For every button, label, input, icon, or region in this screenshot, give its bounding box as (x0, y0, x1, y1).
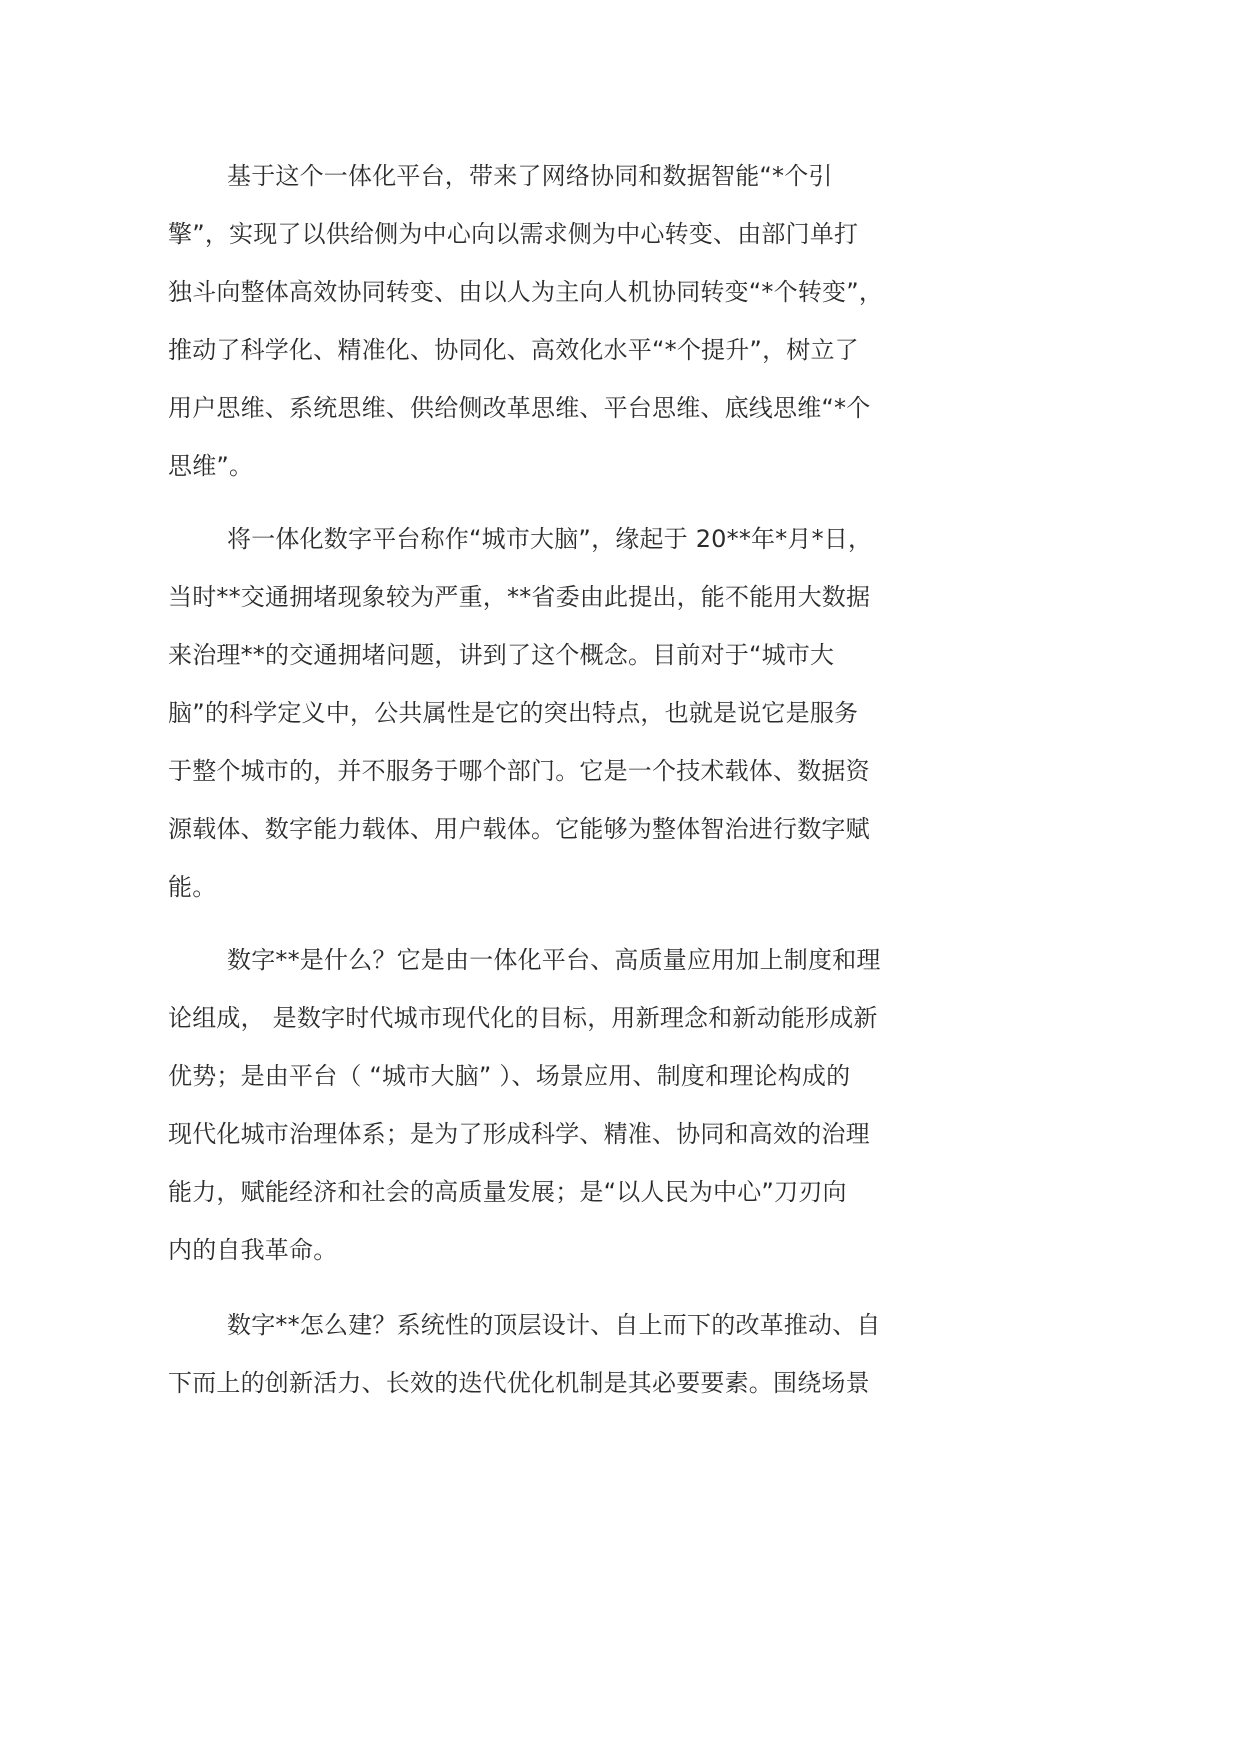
paragraph-4-line-1: 数字**怎么建？系统性的顶层设计、自上而下的改革推动、自 (227, 1311, 881, 1339)
paragraph-1-line-5: 用户思维、系统思维、供给侧改革思维、平台思维、底线思维“*个 (168, 394, 871, 422)
paragraph-3-line-2: 论组成， 是数字时代城市现代化的目标，用新理念和新动能形成新 (168, 1004, 878, 1032)
paragraph-4-line-2: 下而上的创新活力、长效的迭代优化机制是其必要要素。围绕场景 (168, 1369, 870, 1397)
paragraph-2-line-6: 源载体、数字能力载体、用户载体。它能够为整体智治进行数字赋 (168, 815, 870, 843)
paragraph-3-line-3: 优势；是由平台（ “城市大脑” ）、场景应用、制度和理论构成的 (168, 1062, 851, 1090)
paragraph-1-line-3: 独斗向整体高效协同转变、由以人为主向人机协同转变“*个转变”， (168, 278, 884, 306)
paragraph-1-line-1: 基于这个一体化平台，带来了网络协同和数据智能“*个引 (227, 162, 833, 190)
paragraph-3-line-5: 能力，赋能经济和社会的高质量发展；是“以人民为中心”刀刃向 (168, 1178, 847, 1206)
paragraph-2-line-5: 于整个城市的，并不服务于哪个部门。它是一个技术载体、数据资 (168, 757, 870, 785)
paragraph-3-line-4: 现代化城市治理体系；是为了形成科学、精准、协同和高效的治理 (168, 1120, 870, 1148)
paragraph-3-line-1: 数字**是什么？它是由一体化平台、高质量应用加上制度和理 (227, 946, 881, 974)
paragraph-2-line-4: 脑”的科学定义中，公共属性是它的突出特点，也就是说它是服务 (168, 699, 859, 727)
paragraph-2-line-1: 将一体化数字平台称作“城市大脑”，缘起于 20**年*月*日， (227, 525, 873, 553)
paragraph-3-line-6: 内的自我革命。 (168, 1236, 338, 1264)
paragraph-2-line-7: 能。 (168, 873, 217, 901)
paragraph-1-line-4: 推动了科学化、精准化、协同化、高效化水平“*个提升”，树立了 (168, 336, 859, 364)
paragraph-2-line-2: 当时**交通拥堵现象较为严重，**省委由此提出，能不能用大数据 (168, 583, 871, 611)
paragraph-1-line-6: 思维”。 (168, 452, 254, 480)
paragraph-1-line-2: 擎”，实现了以供给侧为中心向以需求侧为中心转变、由部门单打 (168, 220, 859, 248)
paragraph-2-line-3: 来治理**的交通拥堵问题，讲到了这个概念。目前对于“城市大 (168, 641, 835, 669)
